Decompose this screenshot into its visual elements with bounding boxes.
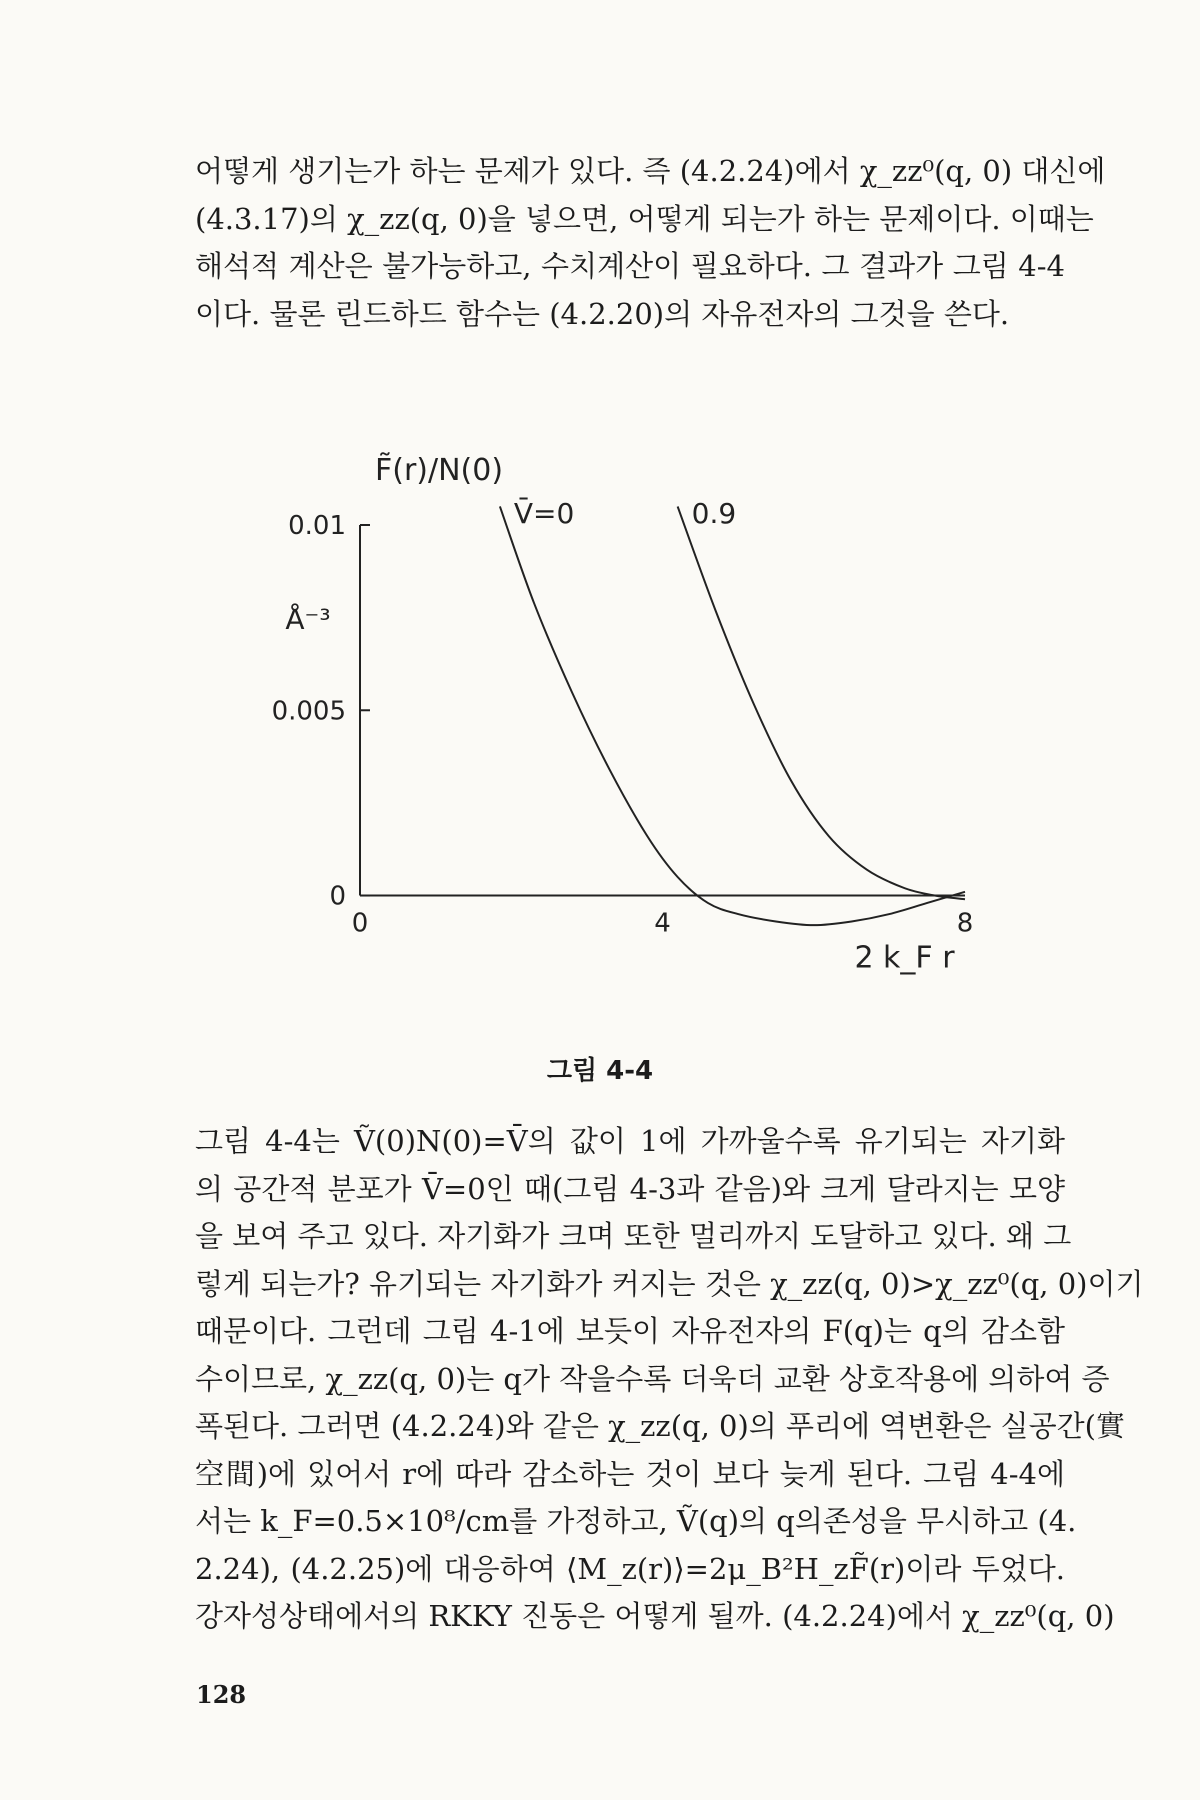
x-tick-label: 4 bbox=[654, 908, 671, 939]
text-line: 렇게 되는가? 유기되는 자기화가 커지는 것은 χ_zz(q, 0)>χ_zz⁰(q, 0)이기 bbox=[195, 1266, 1144, 1301]
y-tick-label: 0.005 bbox=[271, 696, 346, 727]
text-line: 강자성상태에서의 RKKY 진동은 어떻게 될까. (4.2.24)에서 χ_zz⁰(q, 0) bbox=[195, 1599, 1115, 1633]
y-unit-label: Å⁻³ bbox=[285, 602, 331, 636]
text-line: 폭된다. 그러면 (4.2.24)와 같은 χ_zz(q, 0)의 푸리에 역변환은 실공간(實 bbox=[195, 1409, 1125, 1443]
text-line: 이다. 물론 린드하드 함수는 (4.2.20)의 자유전자의 그것을 쓴다. bbox=[195, 296, 1010, 331]
text-line: 때문이다. 그런데 그림 4-1에 보듯이 자유전자의 F(q)는 q의 감소함 bbox=[195, 1314, 1065, 1348]
series-curve-v0 bbox=[500, 506, 965, 925]
figure-4-4-chart bbox=[260, 405, 980, 1025]
x-tick-label: 0 bbox=[351, 908, 369, 939]
text-line: 수이므로, χ_zz(q, 0)는 q가 작을수록 더욱더 교환 상호작용에 의하여 증 bbox=[195, 1361, 1110, 1396]
x-axis-label: 2 k_F r bbox=[854, 940, 955, 976]
text-line: 空間)에 있어서 r에 따라 감소하는 것이 보다 늦게 된다. 그림 4-4에 bbox=[195, 1456, 1065, 1491]
series-label: 0.9 bbox=[691, 497, 737, 530]
chart-plot-area bbox=[272, 453, 974, 976]
paragraph-bottom bbox=[195, 1118, 1144, 1641]
y-axis-label: F̃(r)/N(0) bbox=[375, 453, 504, 488]
text-line: 어떻게 생기는가 하는 문제가 있다. 즉 (4.2.24)에서 χ_zz⁰(q, 0) 대신에 bbox=[195, 154, 1106, 188]
text-line: 그림 4-4는 Ṽ(0)N(0)=V̄의 값이 1에 가까울수록 유기되는 자기화 bbox=[195, 1124, 1065, 1158]
text-line: 의 공간적 분포가 V̄=0인 때(그림 4-3과 같음)와 크게 달라지는 모양 bbox=[195, 1171, 1065, 1206]
y-tick-label: 0.01 bbox=[288, 511, 346, 541]
y-tick-label: 0 bbox=[329, 881, 346, 912]
text-line: (4.3.17)의 χ_zz(q, 0)을 넣으면, 어떻게 되는가 하는 문제이다. 이때는 bbox=[195, 201, 1094, 236]
text-line: 2.24), (4.2.25)에 대응하여 ⟨M_z(r)⟩=2μ_B²H_zF̃(r)이라 두었다. bbox=[195, 1551, 1065, 1586]
text-line: 해석적 계산은 불가능하고, 수치계산이 필요하다. 그 결과가 그림 4-4 bbox=[195, 249, 1065, 283]
text-line: 서는 k_F=0.5×10⁸/cm를 가정하고, Ṽ(q)의 q의존성을 무시하고 (4. bbox=[195, 1504, 1077, 1538]
text-line: 을 보여 주고 있다. 자기화가 크며 또한 멀리까지 도달하고 있다. 왜 그 bbox=[195, 1219, 1072, 1253]
paragraph-top bbox=[195, 148, 1106, 338]
page-number: 128 bbox=[196, 1680, 247, 1709]
x-tick-label: 8 bbox=[956, 908, 974, 939]
series-label: V̄=0 bbox=[513, 497, 575, 530]
figure-caption: 그림 4-4 bbox=[546, 1056, 654, 1086]
series-curve-v09 bbox=[678, 506, 965, 899]
